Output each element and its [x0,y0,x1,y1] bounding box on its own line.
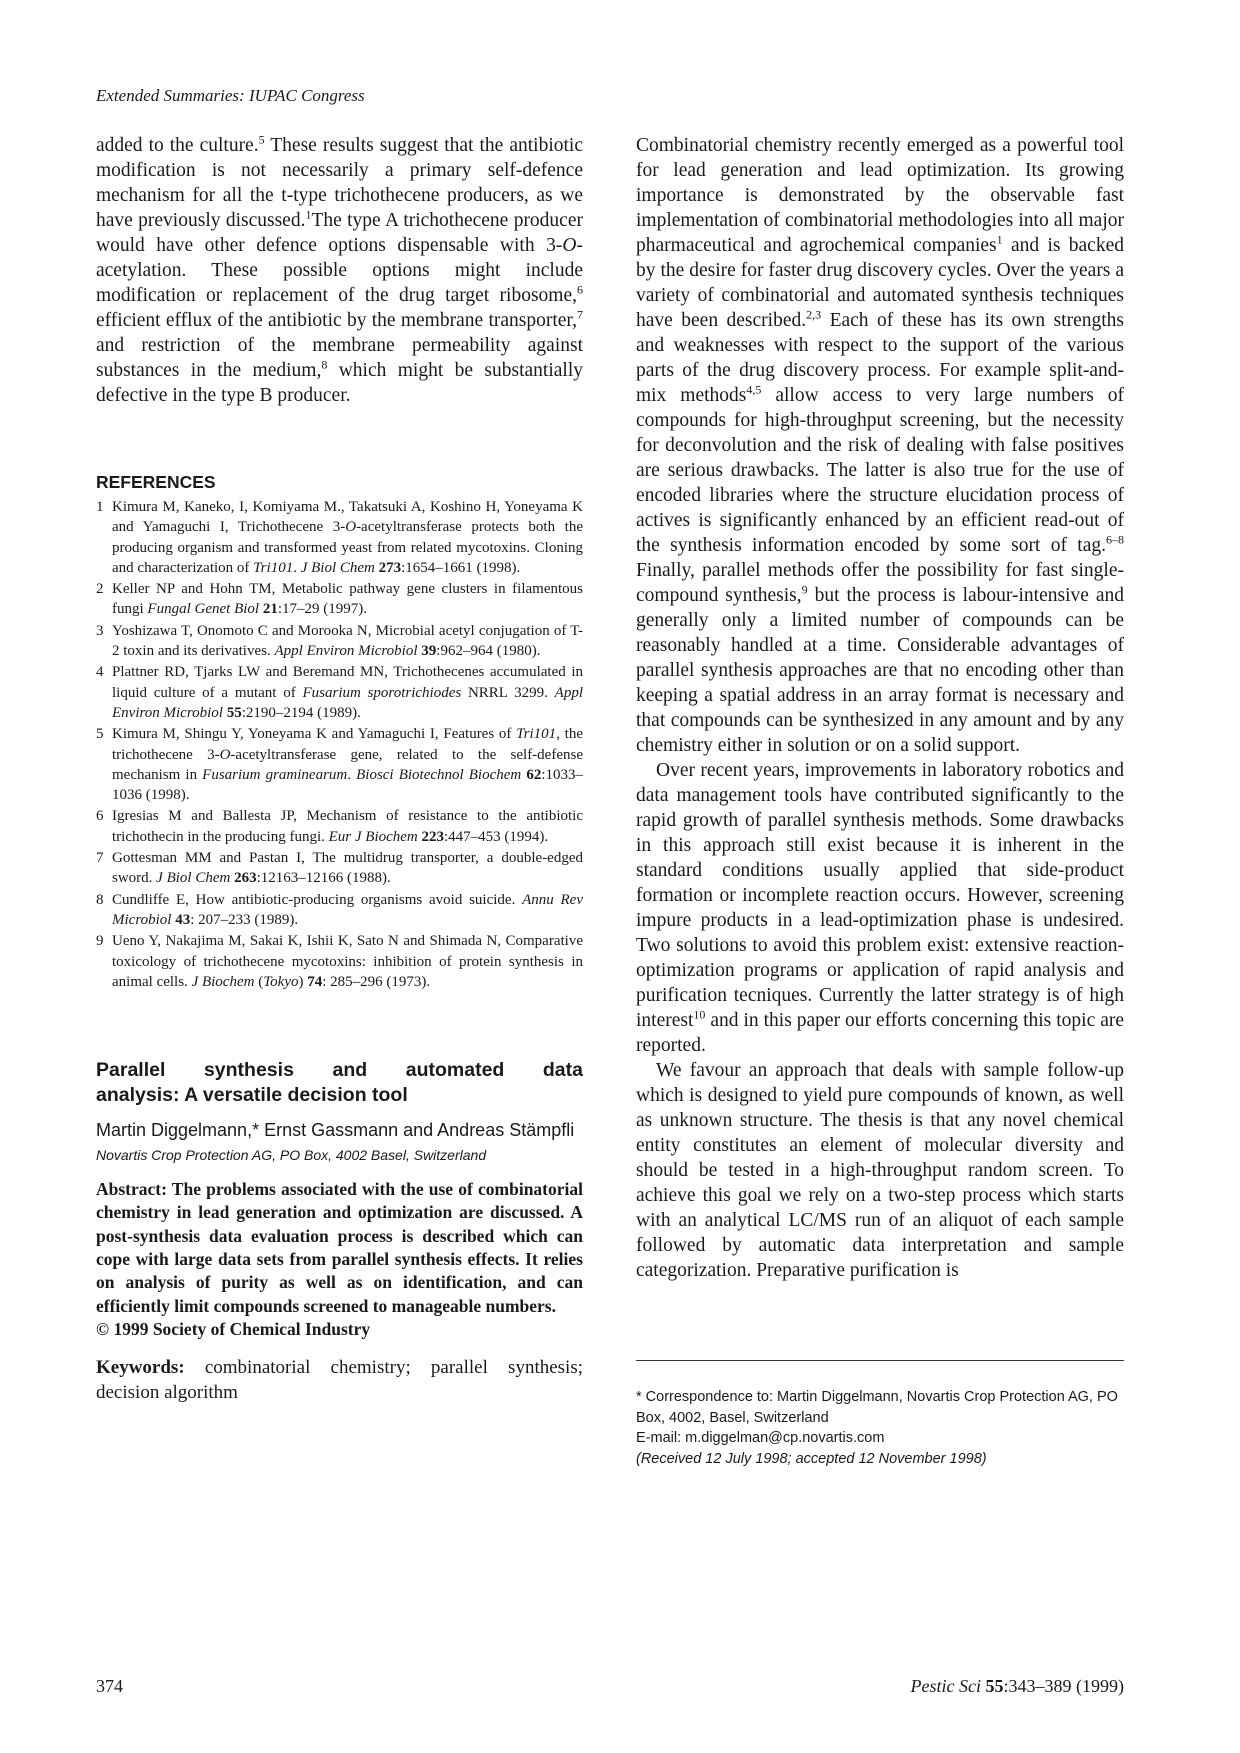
right-column [636,133,1124,1283]
footnote-email: E-mail: m.diggelman@cp.novartis.com [636,1430,885,1446]
reference-3: 3 Yoshizawa T, Onomoto C and Morooka N, Microbial acetyl conjugation of T-2 toxin and its derivatives. Appl Environ Microbiol 39:962–964 (1980). [96,622,583,660]
reference-4: 4 Plattner RD, Tjarks LW and Beremand MN, Trichothecenes accumulated in liquid culture of a mutant of Fusarium sporotrichiodes NRRL 3299. Appl Environ Microbiol 55:2190–2194 (1989). [96,664,583,721]
keywords [96,1355,583,1405]
reference-8: 8 Cundliffe E, How antibiotic-producing organisms avoid suicide. Annu Rev Microbiol 43: 207–233 (1989). [96,891,584,928]
article-title [96,1058,583,1108]
reference-list [96,497,583,992]
reference-2: 2 Keller NP and Hohn TM, Metabolic pathway gene clusters in filamentous fungi Fungal Genet Biol 21:17–29 (1997). [96,581,583,618]
footnote-received: (Received 12 July 1998; accepted 12 November 1998) [636,1450,987,1467]
reference-6: 6 Igresias M and Ballesta JP, Mechanism of resistance to the antibiotic trichothecin in the producing fungi. Eur J Biochem 223:447–453 (1994). [96,808,583,845]
reference-7: 7 Gottesman MM and Pastan I, The multidrug transporter, a double-edged sword. J Biol Chem 263:12163–12166 (1988). [96,850,583,887]
reference-1: 1 Kimura M, Kaneko, I, Komiyama M., Takatsuki A, Koshino H, Yoneyama K and Yamaguchi I, Trichothecene 3-O-acetyltransferase protects both the producing organism and transformed yeast from related mycotoxins. Cloning and characterization of Tri101. J Biol Chem 273:1654–1661 (1998). [96,499,583,576]
intro-paragraph-1: Combinatorial chemistry recently emerged as a powerful tool for lead generation and lead optimization. Its growing importance is demonstrated by the observable fast implementation of combinatorial methodologies into all major pharmaceutical and agrochemical companies$^1$ and is backed by the desire for faster drug discovery cycles. Over the years a variety of combinatorial and automated synthesis techniques have been described.$^{2,3}$ Each of these has its own strengths and weaknesses with respect to the support of the various parts of the drug discovery process. For example split-and-mix methods$^{4,5}$ allow access to very large numbers of compounds for high-throughput screening, but the necessity for deconvolution and the risk of dealing with false positives are serious drawbacks. The latter is also true for the use of encoded libraries where the structure elucidation process of actives is significantly enhanced by an efficient read-out of the synthesis information encoded by some sort of tag.$^{6-8}$ Finally, parallel methods offer the possibility for fast single-compound synthesis,$^9$ but the process is labour-intensive and generally only a limited number of compounds can be reasonably handled at a time. Considerable advantages of parallel synthesis approaches are that no encoding other than keeping a spatial address in an array format is necessary and that compounds can be synthesized in any amount and by any chemistry either in solution or on a solid support. [636,135,1124,756]
correspondence-footnote [636,1387,1124,1469]
copyright-notice: © 1999 Society of Chemical Industry [96,1318,371,1339]
intro-paragraph-2: Over recent years, improvements in laboratory robotics and data management tools have contributed significantly to the rapid growth of parallel synthesis methods. Some drawbacks in this approach still exist because it is inherent in the standard conditions usually applied that side-product formation or incomplete reaction occurs. However, screening impure products in a lead-optimization phase is undesired. Two solutions to avoid this problem exist: extensive reaction-optimization programs or application of rapid analysis and purification tecniques. Currently the latter strategy is of high interest$^{10}$ and in this paper our efforts concerning this topic are reported. [636,760,1124,1056]
keywords-list: combinatorial chemistry; parallel synthesis; decision algorithm [96,1356,583,1403]
keywords-label: Keywords: [96,1356,185,1378]
article-authors: Martin Diggelmann,* Ernst Gassmann and Andreas Stämpfli [96,1120,575,1141]
left-column [96,133,583,1405]
intro-paragraph-3: We favour an approach that deals with sample follow-up which is designed to yield pure compounds of known, as well as unknown structure. The thesis is that any novel chemical entity constitutes an element of molecular diversity and should be tested in a high-throughput random screen. To achieve this goal we rely on a two-step process which starts with an analytical LC/MS run of an aliquot of each sample followed by automatic data interpretation and sample categorization. Preparative purification is [636,1060,1124,1281]
references-heading: REFERENCES [96,472,216,492]
running-head: Extended Summaries: IUPAC Congress [96,86,365,105]
footnote-correspondence: * Correspondence to: Martin Diggelmann, Novartis Crop Protection AG, PO Box, 4002, Basel, Switzerland [636,1389,1118,1426]
journal-citation: Pestic Sci 55:343–389 (1999) [910,1676,1124,1696]
page-number: 374 [96,1676,123,1696]
reference-5: 5 Kimura M, Shingu Y, Yoneyama K and Yamaguchi I, Features of Tri101, the trichothecene 3-O-acetyltransferase gene, related to the self-defense mechanism in Fusarium graminearum. Biosci Biotechnol Biochem 62:1033–1036 (1998). [96,726,584,804]
reference-9: 9 Ueno Y, Nakajima M, Sakai K, Ishii K, Sato N and Shimada N, Comparative toxicology of trichothecene mycotoxins: inhibition of protein synthesis in animal cells. J Biochem (Tokyo) 74: 285–296 (1973). [96,933,583,990]
article-title-line-1: Parallel synthesis and automated data [96,1059,583,1082]
article-title-line-2: analysis: A versatile decision tool [96,1084,408,1107]
footnote-divider [636,1360,1124,1361]
continuation-paragraph: added to the culture.$^5$ These results suggest that the antibiotic modification is not necessarily a primary self-defence mechanism for all the t-type trichothecene producers, as we have previously discussed.$^1$The type A trichothecene producer would have other defence options dispensable with 3-O-acetylation. These possible options might include modification or replacement of the drug target ribosome,$^6$ efficient efflux of the antibiotic by the membrane transporter,$^7$ and restriction of the membrane permeability against substances in the medium,$^8$ which might be substantially defective in the type B producer. [96,132,583,406]
article-affiliation: Novartis Crop Protection AG, PO Box, 4002 Basel, Switzerland [96,1147,487,1164]
article-abstract: Abstract: The problems associated with the use of combinatorial chemistry in lead generation and optimization are discussed. A post-synthesis data evaluation process is described which can cope with large data sets from parallel synthesis effects. It relies on analysis of purity as well as on identification, and can efficiently limit compounds screened to manageable numbers. [96,1179,583,1316]
